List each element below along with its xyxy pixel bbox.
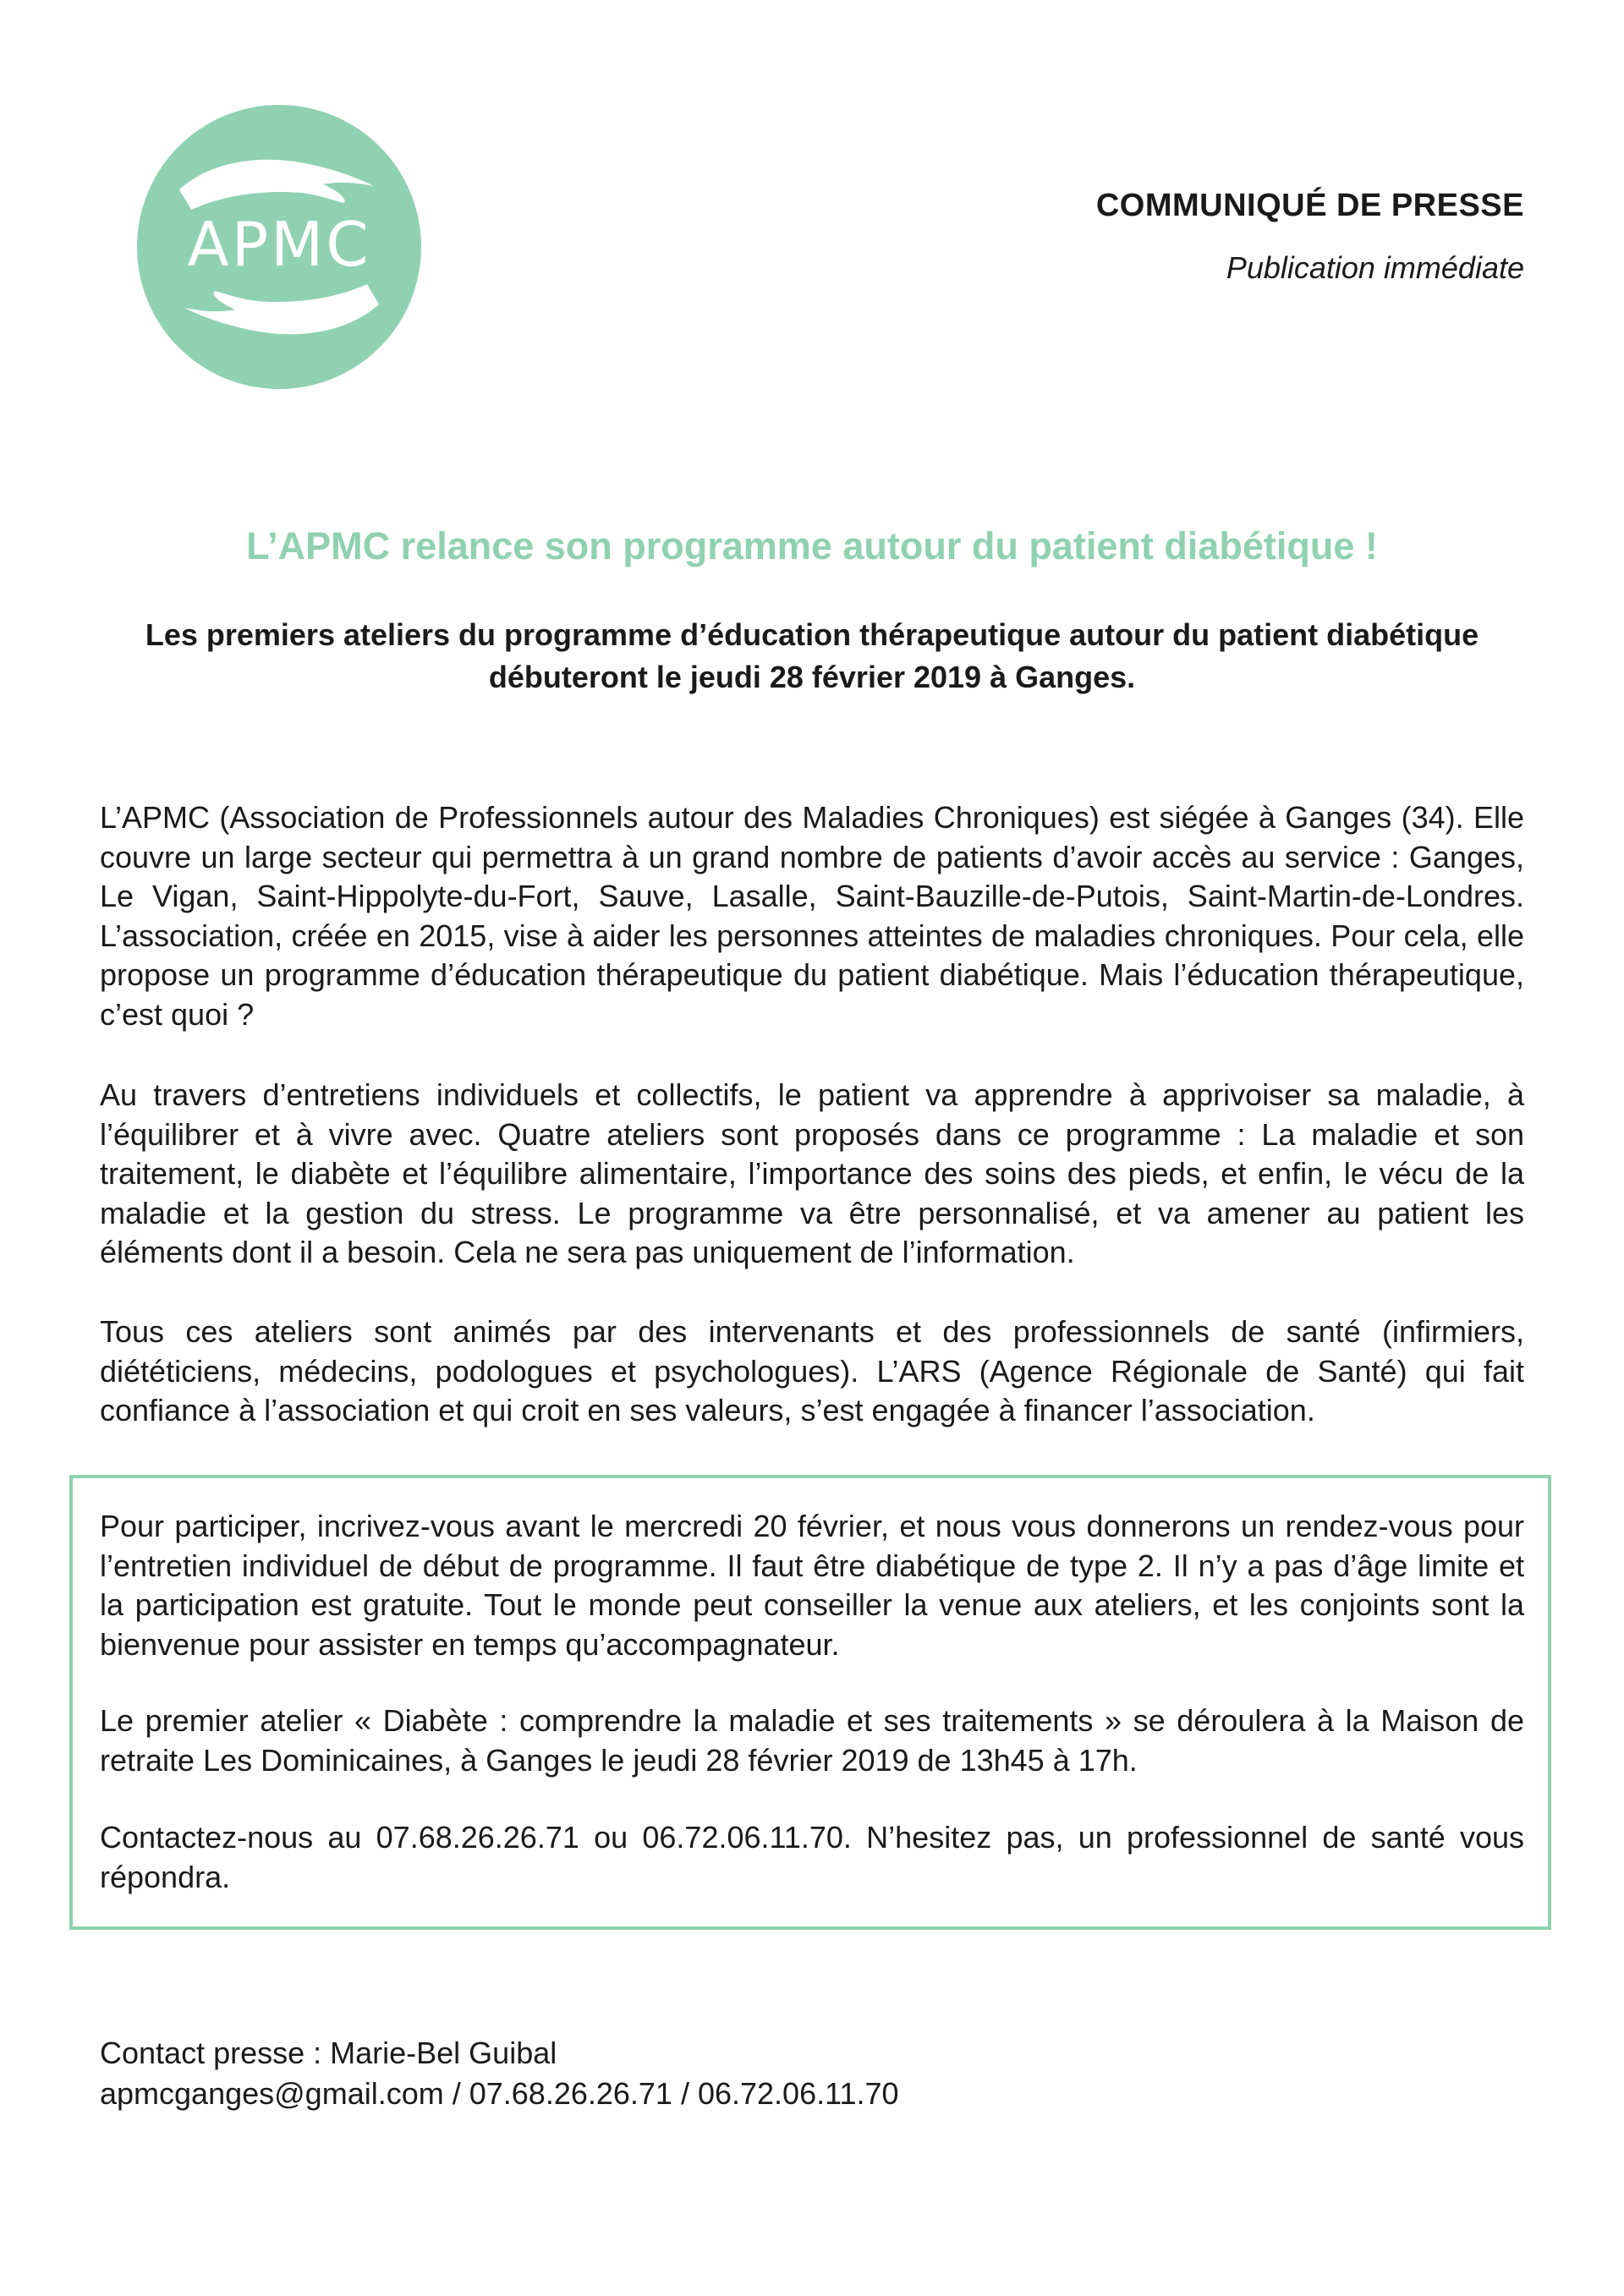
box-paragraph: Contactez-nous au 07.68.26.26.71 ou 06.72.06.11.70. N’hesitez pas, un professionnel de santé vous répondra.	[100, 1820, 1524, 1894]
subheadline: Les premiers ateliers du programme d’éducation thérapeutique autour du patient diabétique débuteront le jeudi 28 février 2019 à Ganges.	[145, 617, 1479, 694]
cupped-hands-icon	[135, 103, 423, 391]
apmc-logo	[135, 103, 423, 391]
box-paragraph: Le premier atelier « Diabète : comprendre la maladie et ses traitements » se déroulera à la Maison de retraite Les Dominicaines, à Ganges le jeudi 28 février 2019 de 13h45 à 17h.	[100, 1703, 1524, 1778]
body-paragraph: Au travers d’entretiens individuels et collectifs, le patient va apprendre à apprivoiser sa maladie, à l’équilibrer et à vivre avec. Quatre ateliers sont proposés dans ce programme : La maladie et son traitement, le diabète et l’équilibre alimentaire, l’importance des soins des pieds, et enfin, le vécu de la maladie et la gestion du stress. Le programme va être personnalisé, et va amener au patient les éléments dont il a besoin. Cela ne sera pas uniquement de l’information.	[100, 1077, 1524, 1269]
press-release-title: COMMUNIQUÉ DE PRESSE	[1095, 188, 1524, 223]
press-contact-name: Contact presse : Marie-Bel Guibal	[100, 2036, 557, 2070]
press-contact	[100, 2033, 899, 2114]
headline: L’APMC relance son programme autour du patient diabétique !	[246, 524, 1378, 567]
logo-text: APMC	[187, 209, 371, 280]
press-contact-details: apmcganges@gmail.com / 07.68.26.26.71 / 06.72.06.11.70	[100, 2076, 899, 2111]
body-paragraph: L’APMC (Association de Professionnels autour des Maladies Chroniques) est siégée à Ganges (34). Elle couvre un large secteur qui permettra à un grand nombre de patients d’avoir accès au service : Ganges, Le Vigan, Saint-Hippolyte-du-Fort, Sauve, Lasalle, Saint-Bauzille-de-Putois, Saint-Martin-de-Londres. L’association, créée en 2015, vise à aider les personnes atteintes de maladies chroniques. Pour cela, elle propose un programme d’éducation thérapeutique du patient diabétique. Mais l’éducation thérapeutique, c’est quoi ?	[100, 800, 1524, 1032]
participation-info-box	[69, 1475, 1551, 1930]
body-paragraph: Tous ces ateliers sont animés par des intervenants et des professionnels de santé (infirmiers, diététiciens, médecins, podologues et psychologues). L’ARS (Agence Régionale de Santé) qui fait confiance à l’association et qui croit en ses valeurs, s’est engagée à financer l’association.	[100, 1314, 1524, 1427]
box-paragraph: Pour participer, incrivez-vous avant le mercredi 20 février, et nous vous donnerons un rendez-vous pour l’entretien individuel de début de programme. Il faut être diabétique de type 2. Il n’y a pas d’âge limite et la participation est gratuite. Tout le monde peut conseiller la venue aux ateliers, et les conjoints sont la bienvenue pour assister en temps qu’accompagnateur.	[100, 1509, 1524, 1662]
publication-status: Publication immédiate	[1226, 250, 1524, 285]
